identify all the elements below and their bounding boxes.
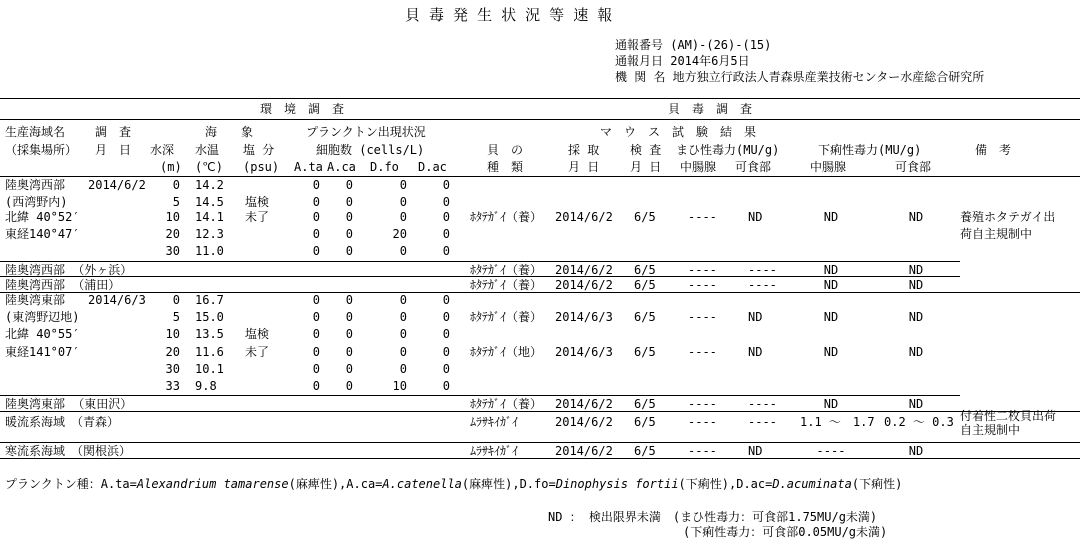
header-mid-rule bbox=[0, 119, 1080, 120]
cell-ata: 0 bbox=[312, 178, 320, 192]
cell-samp: 2014/6/2 bbox=[555, 210, 613, 224]
row-divider bbox=[0, 395, 960, 396]
cell-psp-mid: ---- bbox=[688, 415, 717, 429]
cell-sal: 塩検 bbox=[245, 327, 270, 341]
cell-psp-ed: ---- bbox=[748, 263, 777, 277]
cell-ata: 0 bbox=[312, 195, 320, 209]
cell-temp: 14.5 bbox=[195, 195, 224, 209]
header-env: 環 境 調 査 bbox=[260, 102, 345, 116]
cell-area: 東経141°07′ bbox=[5, 345, 80, 359]
header-exam: 検 査 bbox=[630, 143, 662, 157]
cell-dac: 0 bbox=[442, 210, 450, 224]
plankton-legend: プランクトン種：A.ta=Alexandrium tamarense(麻痺性),A.ca=A.catenella(麻痺性),D.fo=Dinophysis fortii(下痢性),D.ac=D.acuminata(下痢性) bbox=[5, 477, 903, 491]
cell-aca: 0 bbox=[345, 379, 353, 393]
page-title: 貝 毒 発 生 状 況 等 速 報 bbox=[405, 6, 613, 24]
cell-shell: ﾑﾗｻｷｲｶﾞｲ bbox=[470, 444, 519, 458]
header-area: 生産海域名 bbox=[5, 125, 66, 139]
cell-exam: 6/5 bbox=[634, 310, 656, 324]
cell-ata: 0 bbox=[312, 310, 320, 324]
cell-temp: 13.5 bbox=[195, 327, 224, 341]
row-divider bbox=[0, 292, 1080, 293]
cell-psp-mid: ---- bbox=[688, 397, 717, 411]
cell-depth: 10 bbox=[165, 210, 180, 224]
cell-dac: 0 bbox=[442, 327, 450, 341]
report-date: 通報月日 2014年6月5日 bbox=[615, 54, 750, 68]
cell-sal: 未了 bbox=[245, 345, 270, 359]
cell-aca: 0 bbox=[345, 210, 353, 224]
header-aca: A.ca bbox=[327, 160, 356, 174]
cell-dfo: 0 bbox=[399, 310, 407, 324]
header-dsp-mid: 中腸腺 bbox=[810, 160, 847, 174]
cell-sal: 塩検 bbox=[245, 195, 270, 209]
cell-aca: 0 bbox=[345, 345, 353, 359]
agency-name: 機 関 名 地方独立行政法人青森県産業技術センター水産総合研究所 bbox=[615, 70, 985, 84]
cell-shell: ﾑﾗｻｷｲｶﾞｲ bbox=[470, 415, 519, 429]
header-sea: 海 象 bbox=[205, 125, 254, 139]
cell-dfo: 0 bbox=[399, 244, 407, 258]
header-cells: 細胞数 (cells/L) bbox=[316, 143, 425, 157]
cell-shell: ﾎﾀﾃｶﾞｲ（養） bbox=[470, 263, 543, 277]
cell-dac: 0 bbox=[442, 244, 450, 258]
table-top-rule bbox=[0, 98, 1080, 99]
cell-samp: 2014/6/3 bbox=[555, 345, 613, 359]
cell-area: (東湾野辺地) bbox=[5, 310, 80, 324]
cell-temp: 14.2 bbox=[195, 178, 224, 192]
cell-dfo: 0 bbox=[399, 327, 407, 341]
cell-depth: 30 bbox=[165, 244, 180, 258]
header-area-sub: （採集場所） bbox=[5, 143, 78, 157]
cell-dac: 0 bbox=[442, 227, 450, 241]
cell-ata: 0 bbox=[312, 345, 320, 359]
cell-temp: 10.1 bbox=[195, 362, 224, 376]
cell-dsp-mid: ---- bbox=[816, 444, 846, 458]
cell-shell: ﾎﾀﾃｶﾞｲ（養） bbox=[470, 310, 543, 324]
nd-note-2: (下痢性毒力：可食部0.05MU/g未満) bbox=[683, 525, 888, 539]
cell-dfo: 10 bbox=[392, 379, 407, 393]
cell-samp: 2014/6/2 bbox=[555, 263, 613, 277]
cell-dac: 0 bbox=[442, 195, 450, 209]
header-date: 調 査 bbox=[95, 125, 132, 139]
cell-psp-mid: ---- bbox=[688, 263, 717, 277]
cell-aca: 0 bbox=[345, 227, 353, 241]
header-dfo: D.fo bbox=[370, 160, 399, 174]
cell-dsp-ed: 0.2 ～ 0.3 bbox=[884, 415, 954, 429]
cell-dac: 0 bbox=[442, 293, 450, 307]
header-plankton: プランクトン出現状況 bbox=[306, 125, 426, 139]
header-depth: 水深 bbox=[150, 143, 175, 157]
cell-dfo: 0 bbox=[399, 210, 407, 224]
cell-samp: 2014/6/2 bbox=[555, 444, 613, 458]
cell-area: 北緯 40°55′ bbox=[5, 327, 80, 341]
cell-area: 陸奥湾西部 bbox=[5, 178, 66, 192]
cell-remark2: 自主規制中 bbox=[960, 423, 1021, 437]
cell-depth: 0 bbox=[172, 293, 180, 307]
cell-temp: 15.0 bbox=[195, 310, 224, 324]
cell-dfo: 0 bbox=[399, 362, 407, 376]
cell-dsp-ed: ND bbox=[908, 263, 924, 277]
header-dsp: 下痢性毒力(MU/g) bbox=[818, 143, 922, 157]
header-temp-unit: (℃) bbox=[195, 160, 223, 174]
header-exam-sub: 月 日 bbox=[630, 160, 662, 174]
cell-area: 陸奥湾東部 bbox=[5, 293, 66, 307]
cell-depth: 5 bbox=[172, 310, 180, 324]
cell-dfo: 0 bbox=[399, 293, 407, 307]
cell-date: 2014/6/2 bbox=[88, 178, 146, 192]
header-dsp-edible: 可食部 bbox=[895, 160, 932, 174]
cell-dfo: 0 bbox=[399, 345, 407, 359]
cell-dsp-ed: ND bbox=[908, 444, 924, 458]
cell-dfo: 20 bbox=[392, 227, 407, 241]
cell-depth: 10 bbox=[165, 327, 180, 341]
cell-psp-ed: ND bbox=[748, 444, 763, 458]
cell-remark: 荷自主規制中 bbox=[960, 227, 1033, 241]
header-sampling-sub: 月 日 bbox=[568, 160, 600, 174]
cell-temp: 14.1 bbox=[195, 210, 224, 224]
cell-area: 陸奥湾東部 （東田沢） bbox=[5, 397, 133, 411]
cell-dsp-ed: ND bbox=[908, 210, 924, 224]
row-divider bbox=[0, 458, 1080, 459]
cell-ata: 0 bbox=[312, 327, 320, 341]
cell-exam: 6/5 bbox=[634, 278, 656, 292]
cell-temp: 9.8 bbox=[195, 379, 217, 393]
row-divider bbox=[0, 442, 1080, 443]
cell-temp: 16.7 bbox=[195, 293, 224, 307]
report-number: 通報番号 (AM)-(26)-(15) bbox=[615, 38, 772, 52]
header-temp: 水温 bbox=[195, 143, 220, 157]
cell-dsp-ed: ND bbox=[908, 278, 924, 292]
cell-area: 陸奥湾西部 （外ヶ浜） bbox=[5, 263, 133, 277]
cell-dsp-mid: 1.1 ～ 1.7 bbox=[800, 415, 875, 429]
cell-exam: 6/5 bbox=[634, 397, 656, 411]
header-sampling: 採 取 bbox=[568, 143, 600, 157]
cell-dac: 0 bbox=[442, 310, 450, 324]
cell-depth: 0 bbox=[172, 178, 180, 192]
cell-dac: 0 bbox=[442, 178, 450, 192]
cell-temp: 11.0 bbox=[195, 244, 224, 258]
cell-ata: 0 bbox=[312, 293, 320, 307]
cell-aca: 0 bbox=[345, 244, 353, 258]
header-depth-unit: (m) bbox=[160, 160, 182, 174]
header-sal-unit: (psu) bbox=[243, 160, 280, 174]
cell-sal: 未了 bbox=[245, 210, 270, 224]
cell-dfo: 0 bbox=[399, 178, 407, 192]
cell-aca: 0 bbox=[345, 178, 353, 192]
cell-psp-mid: ---- bbox=[688, 310, 717, 324]
cell-samp: 2014/6/2 bbox=[555, 278, 613, 292]
cell-depth: 20 bbox=[165, 227, 180, 241]
cell-ata: 0 bbox=[312, 379, 320, 393]
cell-shell: ﾎﾀﾃｶﾞｲ（養） bbox=[470, 397, 543, 411]
cell-samp: 2014/6/3 bbox=[555, 310, 613, 324]
cell-area: 寒流系海域 （関根浜） bbox=[5, 444, 132, 458]
cell-exam: 6/5 bbox=[634, 415, 656, 429]
cell-dsp-mid: ND bbox=[823, 345, 839, 359]
cell-dsp-mid: ND bbox=[823, 210, 839, 224]
cell-temp: 11.6 bbox=[195, 345, 224, 359]
nd-note-1: ND ： 検出限界未満 (まひ性毒力：可食部1.75MU/g未満) bbox=[548, 510, 878, 524]
header-date-sub: 月 日 bbox=[95, 143, 132, 157]
cell-aca: 0 bbox=[345, 310, 353, 324]
header-toxin: 貝 毒 調 査 bbox=[668, 102, 753, 116]
cell-psp-ed: ---- bbox=[748, 415, 777, 429]
cell-area: 暖流系海域 （青森） bbox=[5, 415, 120, 429]
cell-psp-mid: ---- bbox=[688, 210, 717, 224]
row-divider bbox=[0, 411, 1080, 412]
cell-dfo: 0 bbox=[399, 195, 407, 209]
header-remark: 備 考 bbox=[975, 143, 1012, 157]
cell-psp-ed: ND bbox=[748, 210, 763, 224]
cell-dsp-mid: ND bbox=[823, 263, 839, 277]
cell-dac: 0 bbox=[442, 379, 450, 393]
cell-depth: 33 bbox=[165, 379, 180, 393]
cell-depth: 30 bbox=[165, 362, 180, 376]
cell-aca: 0 bbox=[345, 362, 353, 376]
cell-psp-ed: ND bbox=[748, 310, 763, 324]
cell-samp: 2014/6/2 bbox=[555, 397, 613, 411]
cell-dac: 0 bbox=[442, 345, 450, 359]
cell-area: 陸奥湾西部 （浦田） bbox=[5, 278, 121, 292]
header-dac: D.ac bbox=[418, 160, 447, 174]
cell-aca: 0 bbox=[345, 195, 353, 209]
header-psp-mid: 中腸腺 bbox=[680, 160, 717, 174]
header-sal: 塩 分 bbox=[243, 143, 275, 157]
header-bottom-rule bbox=[0, 176, 1080, 177]
cell-exam: 6/5 bbox=[634, 444, 656, 458]
cell-remark: 養殖ホタテガイ出 bbox=[960, 210, 1056, 224]
cell-dac: 0 bbox=[442, 362, 450, 376]
cell-dsp-ed: ND bbox=[908, 397, 924, 411]
cell-dsp-mid: ND bbox=[823, 278, 839, 292]
cell-exam: 6/5 bbox=[634, 263, 656, 277]
cell-dsp-mid: ND bbox=[823, 310, 839, 324]
cell-psp-ed: ND bbox=[748, 345, 763, 359]
cell-samp: 2014/6/2 bbox=[555, 415, 613, 429]
cell-shell: ﾎﾀﾃｶﾞｲ（養） bbox=[470, 278, 543, 292]
cell-ata: 0 bbox=[312, 210, 320, 224]
row-divider bbox=[0, 276, 960, 277]
row-divider bbox=[0, 261, 960, 262]
cell-psp-ed: ---- bbox=[748, 397, 777, 411]
header-psp: まひ性毒力(MU/g) bbox=[676, 143, 780, 157]
cell-remark: 付着性二枚貝出荷 bbox=[960, 409, 1057, 423]
cell-date: 2014/6/3 bbox=[88, 293, 146, 307]
cell-aca: 0 bbox=[345, 327, 353, 341]
cell-ata: 0 bbox=[312, 362, 320, 376]
header-mouse: マ ウ ス 試 験 結 果 bbox=[600, 125, 757, 139]
cell-psp-mid: ---- bbox=[688, 444, 717, 458]
cell-area: 北緯 40°52′ bbox=[5, 210, 80, 224]
cell-area: 東経140°47′ bbox=[5, 227, 80, 241]
cell-temp: 12.3 bbox=[195, 227, 224, 241]
cell-area: (西湾野内) bbox=[5, 195, 68, 209]
cell-exam: 6/5 bbox=[634, 345, 656, 359]
cell-exam: 6/5 bbox=[634, 210, 656, 224]
cell-ata: 0 bbox=[312, 227, 320, 241]
cell-depth: 20 bbox=[165, 345, 180, 359]
cell-aca: 0 bbox=[345, 293, 353, 307]
header-shell-sub: 種 類 bbox=[487, 160, 524, 174]
cell-shell: ﾎﾀﾃｶﾞｲ（養） bbox=[470, 210, 543, 224]
cell-dsp-mid: ND bbox=[823, 397, 839, 411]
cell-dsp-ed: ND bbox=[908, 310, 924, 324]
cell-psp-mid: ---- bbox=[688, 278, 717, 292]
cell-psp-mid: ---- bbox=[688, 345, 717, 359]
header-psp-edible: 可食部 bbox=[735, 160, 772, 174]
cell-depth: 5 bbox=[172, 195, 180, 209]
cell-dsp-ed: ND bbox=[908, 345, 924, 359]
cell-psp-ed: ---- bbox=[748, 278, 777, 292]
cell-ata: 0 bbox=[312, 244, 320, 258]
header-shell: 貝 の bbox=[487, 143, 524, 157]
cell-shell: ﾎﾀﾃｶﾞｲ（地） bbox=[470, 345, 543, 359]
header-ata: A.ta bbox=[294, 160, 323, 174]
